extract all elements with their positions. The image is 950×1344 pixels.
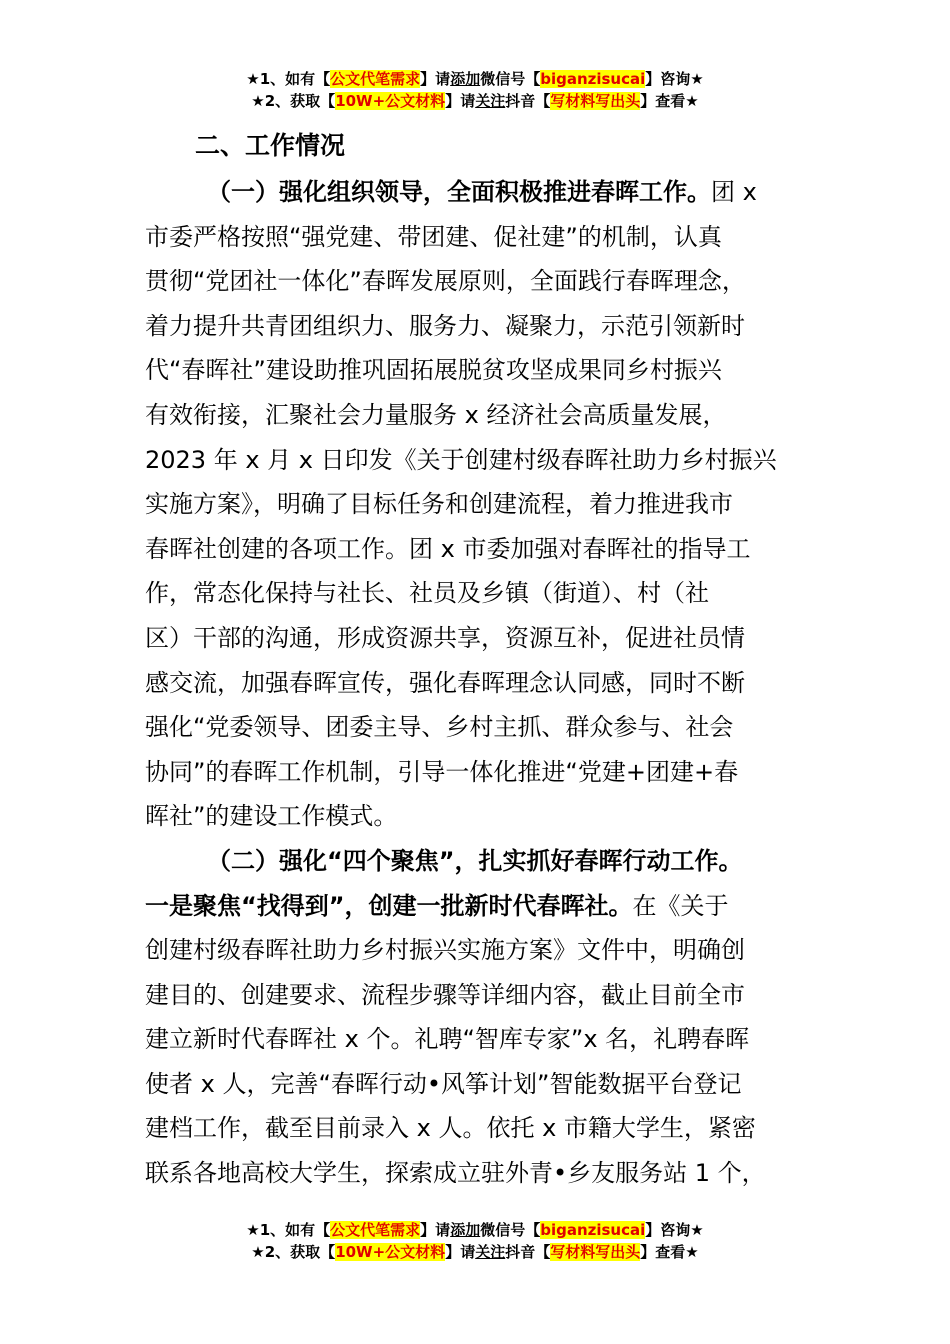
paragraph-line: 代“春晖社”建设助推巩固拓展脱贫攻坚成果同乡村振兴 (145, 356, 722, 385)
paragraph-2 (145, 839, 805, 1196)
paragraph-line: 建目的、创建要求、流程步骤等详细内容，截止目前全市 (145, 980, 745, 1009)
header-banner (0, 68, 950, 112)
paragraph-line: 有效衔接，汇聚社会力量服务 x 经济社会高质量发展， (145, 400, 727, 429)
banner-text: ★2、获取【 (251, 92, 336, 110)
banner-text: 】请 (420, 70, 451, 88)
paragraph-line: 市委严格按照“强党建、带团建、促社建”的机制，认真 (145, 222, 722, 251)
banner-text: 】咨询★ (645, 1221, 704, 1239)
paragraph-title: （一）强化组织领导，全面积极推进春晖工作。 (207, 178, 711, 206)
line-text: 团 x (711, 178, 757, 206)
paragraph-line: 春晖社创建的各项工作。团 x 市委加强对春晖社的指导工 (145, 534, 751, 563)
paragraph-line: 联系各地高校大学生，探索成立驻外青•乡友服务站 1 个， (145, 1159, 766, 1188)
paragraph-line: 作，常态化保持与社长、社员及乡镇（街道）、村（社 (145, 579, 709, 608)
document-body (145, 170, 805, 1196)
banner-text: 】请 (420, 1221, 451, 1239)
banner-highlight: 写材料写出头 (550, 92, 641, 110)
banner-text: 】请 (445, 1243, 476, 1261)
paragraph-line: 强化“党委领导、团委主导、乡村主抓、群众参与、社会 (145, 713, 734, 742)
banner-highlight: biganzisucai (540, 1221, 646, 1239)
paragraph-title (145, 839, 805, 884)
paragraph-line: 晖社”的建设工作模式。 (145, 802, 398, 831)
banner-emphasis: 关注 (475, 92, 506, 110)
banner-text: 】查看★ (640, 1243, 699, 1261)
banner-text: 】咨询★ (645, 70, 704, 88)
line-text: 在《关于 (632, 891, 729, 920)
paragraph-line (145, 170, 805, 215)
banner-text: ★2、获取【 (251, 1243, 336, 1261)
banner-text: 微信号【 (480, 70, 541, 88)
paragraph-line: 着力提升共青团组织力、服务力、凝聚力，示范引领新时 (145, 311, 745, 340)
banner-emphasis: 关注 (475, 1243, 506, 1261)
banner-emphasis: 添加 (450, 1221, 481, 1239)
paragraph-line: 使者 x 人，完善“春晖行动•风筝计划”智能数据平台登记 (145, 1069, 742, 1098)
banner-text: 微信号【 (480, 1221, 541, 1239)
paragraph-line: 建立新时代春晖社 x 个。礼聘“智库专家”x 名，礼聘春晖 (145, 1025, 750, 1054)
banner-text: 抖音【 (505, 92, 551, 110)
paragraph-line: 区）干部的沟通，形成资源共享，资源互补，促进社员情 (145, 623, 745, 652)
banner-highlight: 公文代笔需求 (330, 70, 421, 88)
paragraph-line (145, 884, 805, 929)
banner-highlight: 10W+公文材料 (335, 92, 446, 110)
banner-line-2 (0, 1241, 950, 1263)
banner-text: ★1、如有【 (246, 70, 331, 88)
banner-line-1 (0, 68, 950, 90)
paragraph-line: 2023 年 x 月 x 日印发《关于创建村级春晖社助力乡村振兴 (145, 445, 777, 474)
banner-emphasis: 添加 (450, 70, 481, 88)
paragraph-title-text: （二）强化“四个聚焦”，扎实抓好春晖行动工作。 (207, 846, 743, 875)
banner-highlight: biganzisucai (540, 70, 646, 88)
section-heading: 二、工作情况 (195, 131, 346, 160)
banner-line-1 (0, 1219, 950, 1241)
banner-highlight: 10W+公文材料 (335, 1243, 446, 1261)
paragraph-subtitle: 一是聚焦“找得到”，创建一批新时代春晖社。 (145, 891, 633, 920)
paragraph-line: 感交流，加强春晖宣传，强化春晖理念认同感，同时不断 (145, 668, 745, 697)
banner-text: 】请 (445, 92, 476, 110)
paragraph-line: 贯彻“党团社一体化”春晖发展原则，全面践行春晖理念， (145, 267, 746, 296)
banner-text: 】查看★ (640, 92, 699, 110)
banner-line-2 (0, 90, 950, 112)
paragraph-line: 建档工作，截至目前录入 x 人。依托 x 市籍大学生，紧密 (145, 1114, 756, 1143)
banner-text: 抖音【 (505, 1243, 551, 1261)
paragraph-line: 实施方案》，明确了目标任务和创建流程，着力推进我市 (145, 490, 733, 519)
banner-text: ★1、如有【 (246, 1221, 331, 1239)
footer-banner (0, 1219, 950, 1263)
paragraph-1 (145, 170, 805, 839)
banner-highlight: 写材料写出头 (550, 1243, 641, 1261)
paragraph-line: 创建村级春晖社助力乡村振兴实施方案》文件中，明确创 (145, 936, 745, 965)
paragraph-line: 协同”的春晖工作机制，引导一体化推进“党建+团建+春 (145, 757, 739, 786)
banner-highlight: 公文代笔需求 (330, 1221, 421, 1239)
